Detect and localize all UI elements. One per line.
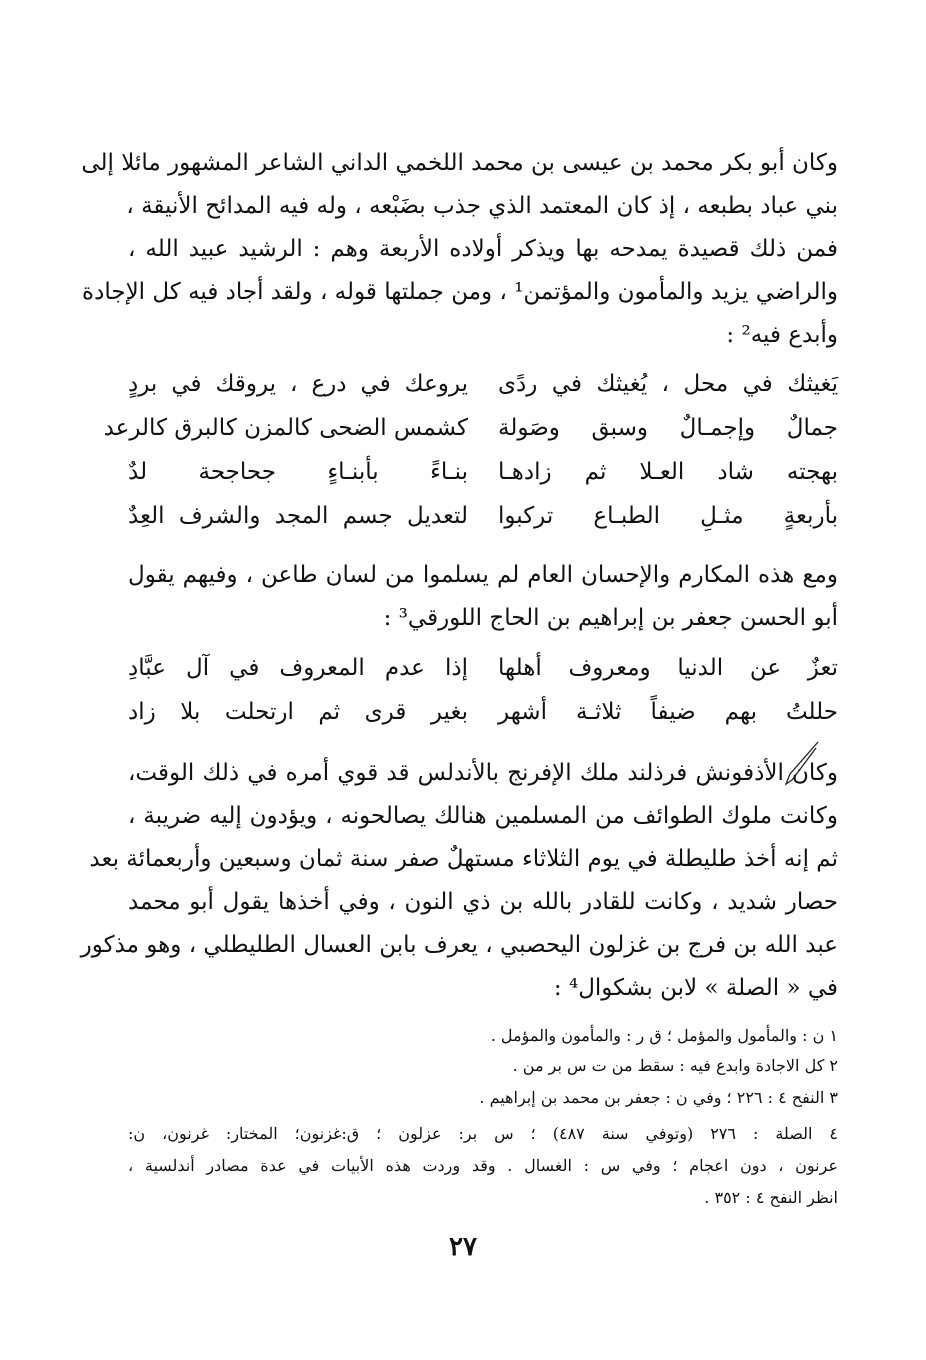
paragraph-line: وكانت ملوك الطوائف من المسلمين هنالك يصالحونه ، ويؤدون إليه ضريبة ، [128,803,838,829]
paragraph-line: فمن ذلك قصيدة يمدحه بها ويذكر أولاده الأربعة وهم : الرشيد عبيد الله ، [128,236,838,262]
verse-second-hemistich: كشمس الضحى كالمزن كالبرق كالرعد [103,415,468,441]
verse-first-hemistich: حللتُ بهم ضيفاً ثلاثـة أشهر [498,699,838,725]
paragraph-line: عبد الله بن فرج بن غزلون اليحصبي ، يعرف بابن العسال الطليطلي ، وهو مذكور [80,932,838,958]
poem-verse [128,496,838,536]
paragraph-line: وأبدع فيه² : [726,322,838,348]
poem-verse [103,408,838,448]
paragraph-line: وكان الأذفونش فرذلند ملك الإفرنج بالأندلس قد قوي أمره في ذلك الوقت، [128,760,838,786]
verse-second-hemistich: بغير قرى ثم ارتحلت بلا زاد [128,699,468,725]
verse-second-hemistich: بنـاءً بأبنـاءٍ جحاجحة لدٌ [128,459,468,485]
poem-verse [128,364,838,404]
paragraph-line: في « الصلة » لابن بشكوال⁴ : [553,975,838,1001]
paragraph-line: بني عباد بطبعه ، إذ كان المعتمد الذي جذب بضَبْعه ، وله فيه المدائح الأنيقة ، [126,193,838,219]
paragraph-line: ثم إنه أخذ طليطلة في يوم الثلاثاء مستهلٌ صفر سنة ثمان وسبعين وأربعمائة بعد [89,846,838,872]
verse-first-hemistich: بهجته شاد العـلا ثم زادهـا [498,459,838,485]
poem-verse [128,452,838,492]
paragraph-line: حصار شديد ، وكانت للقادر بالله بن ذي النون ، وفي أخذها يقول أبو محمد [128,889,838,915]
verse-first-hemistich: يَغيثك في محل ، يُغيثك في ردًى [498,371,838,397]
page-number: ٢٧ [449,1232,477,1262]
verse-first-hemistich: جمالٌ وإجمـالٌ وسبق وصَولة [498,415,838,441]
footnote: ٤ الصلة : ٢٧٦ (وتوفي سنة ٤٨٧) ؛ س بر: عزلون ؛ ق:غزنون؛ المختار: غرنون، ن: [128,1124,838,1143]
poem-verse [128,692,838,732]
verse-second-hemistich: إذا عدم المعروف في آل عبَّادِ [128,655,468,681]
footnote: ٢ كل الاجادة وابدع فيه : سقط من ت س بر من . [512,1056,838,1075]
footnote: ٣ النفح ٤ : ٢٢٦ ؛ وفي ن : جعفر بن محمد بن إبراهيم . [479,1088,838,1107]
paragraph-line: أبو الحسن جعفر بن إبراهيم بن الحاج اللورقي³ : [383,605,838,631]
footnote-continuation: عرنون ، دون اعجام ؛ وفي س : الغسال . وقد وردت هذه الأبيات في عدة مصادر أندلسية ، [128,1156,838,1175]
footnote-continuation: انظر النفح ٤ : ٣٥٢ . [704,1188,838,1207]
footnote: ١ ن : والمأمول والمؤمل ؛ ق ر : والمأمون والمؤمل . [490,1026,838,1045]
verse-first-hemistich: بأربعةٍ مثـلِ الطبـاع تركبوا [498,503,838,529]
verse-first-hemistich: تعزٌ عن الدنيا ومعروف أهلها [498,655,838,681]
poem-verse [128,648,838,688]
paragraph-line: والراضي يزيد والمأمون والمؤتمن¹ ، ومن جملتها قوله ، ولقد أجاد فيه كل الإجادة [82,279,838,305]
paragraph-line: وكان أبو بكر محمد بن عيسى بن محمد اللخمي الداني الشاعر المشهور مائلا إلى [81,150,838,176]
verse-second-hemistich: يروعك في درع ، يروقك في بردٍ [128,371,468,397]
paragraph-line: ومع هذه المكارم والإحسان العام لم يسلموا من لسان طاعن ، وفيهم يقول [128,562,838,588]
verse-second-hemistich: لتعديل جسم المجد والشرف العِدٌ [128,503,468,529]
